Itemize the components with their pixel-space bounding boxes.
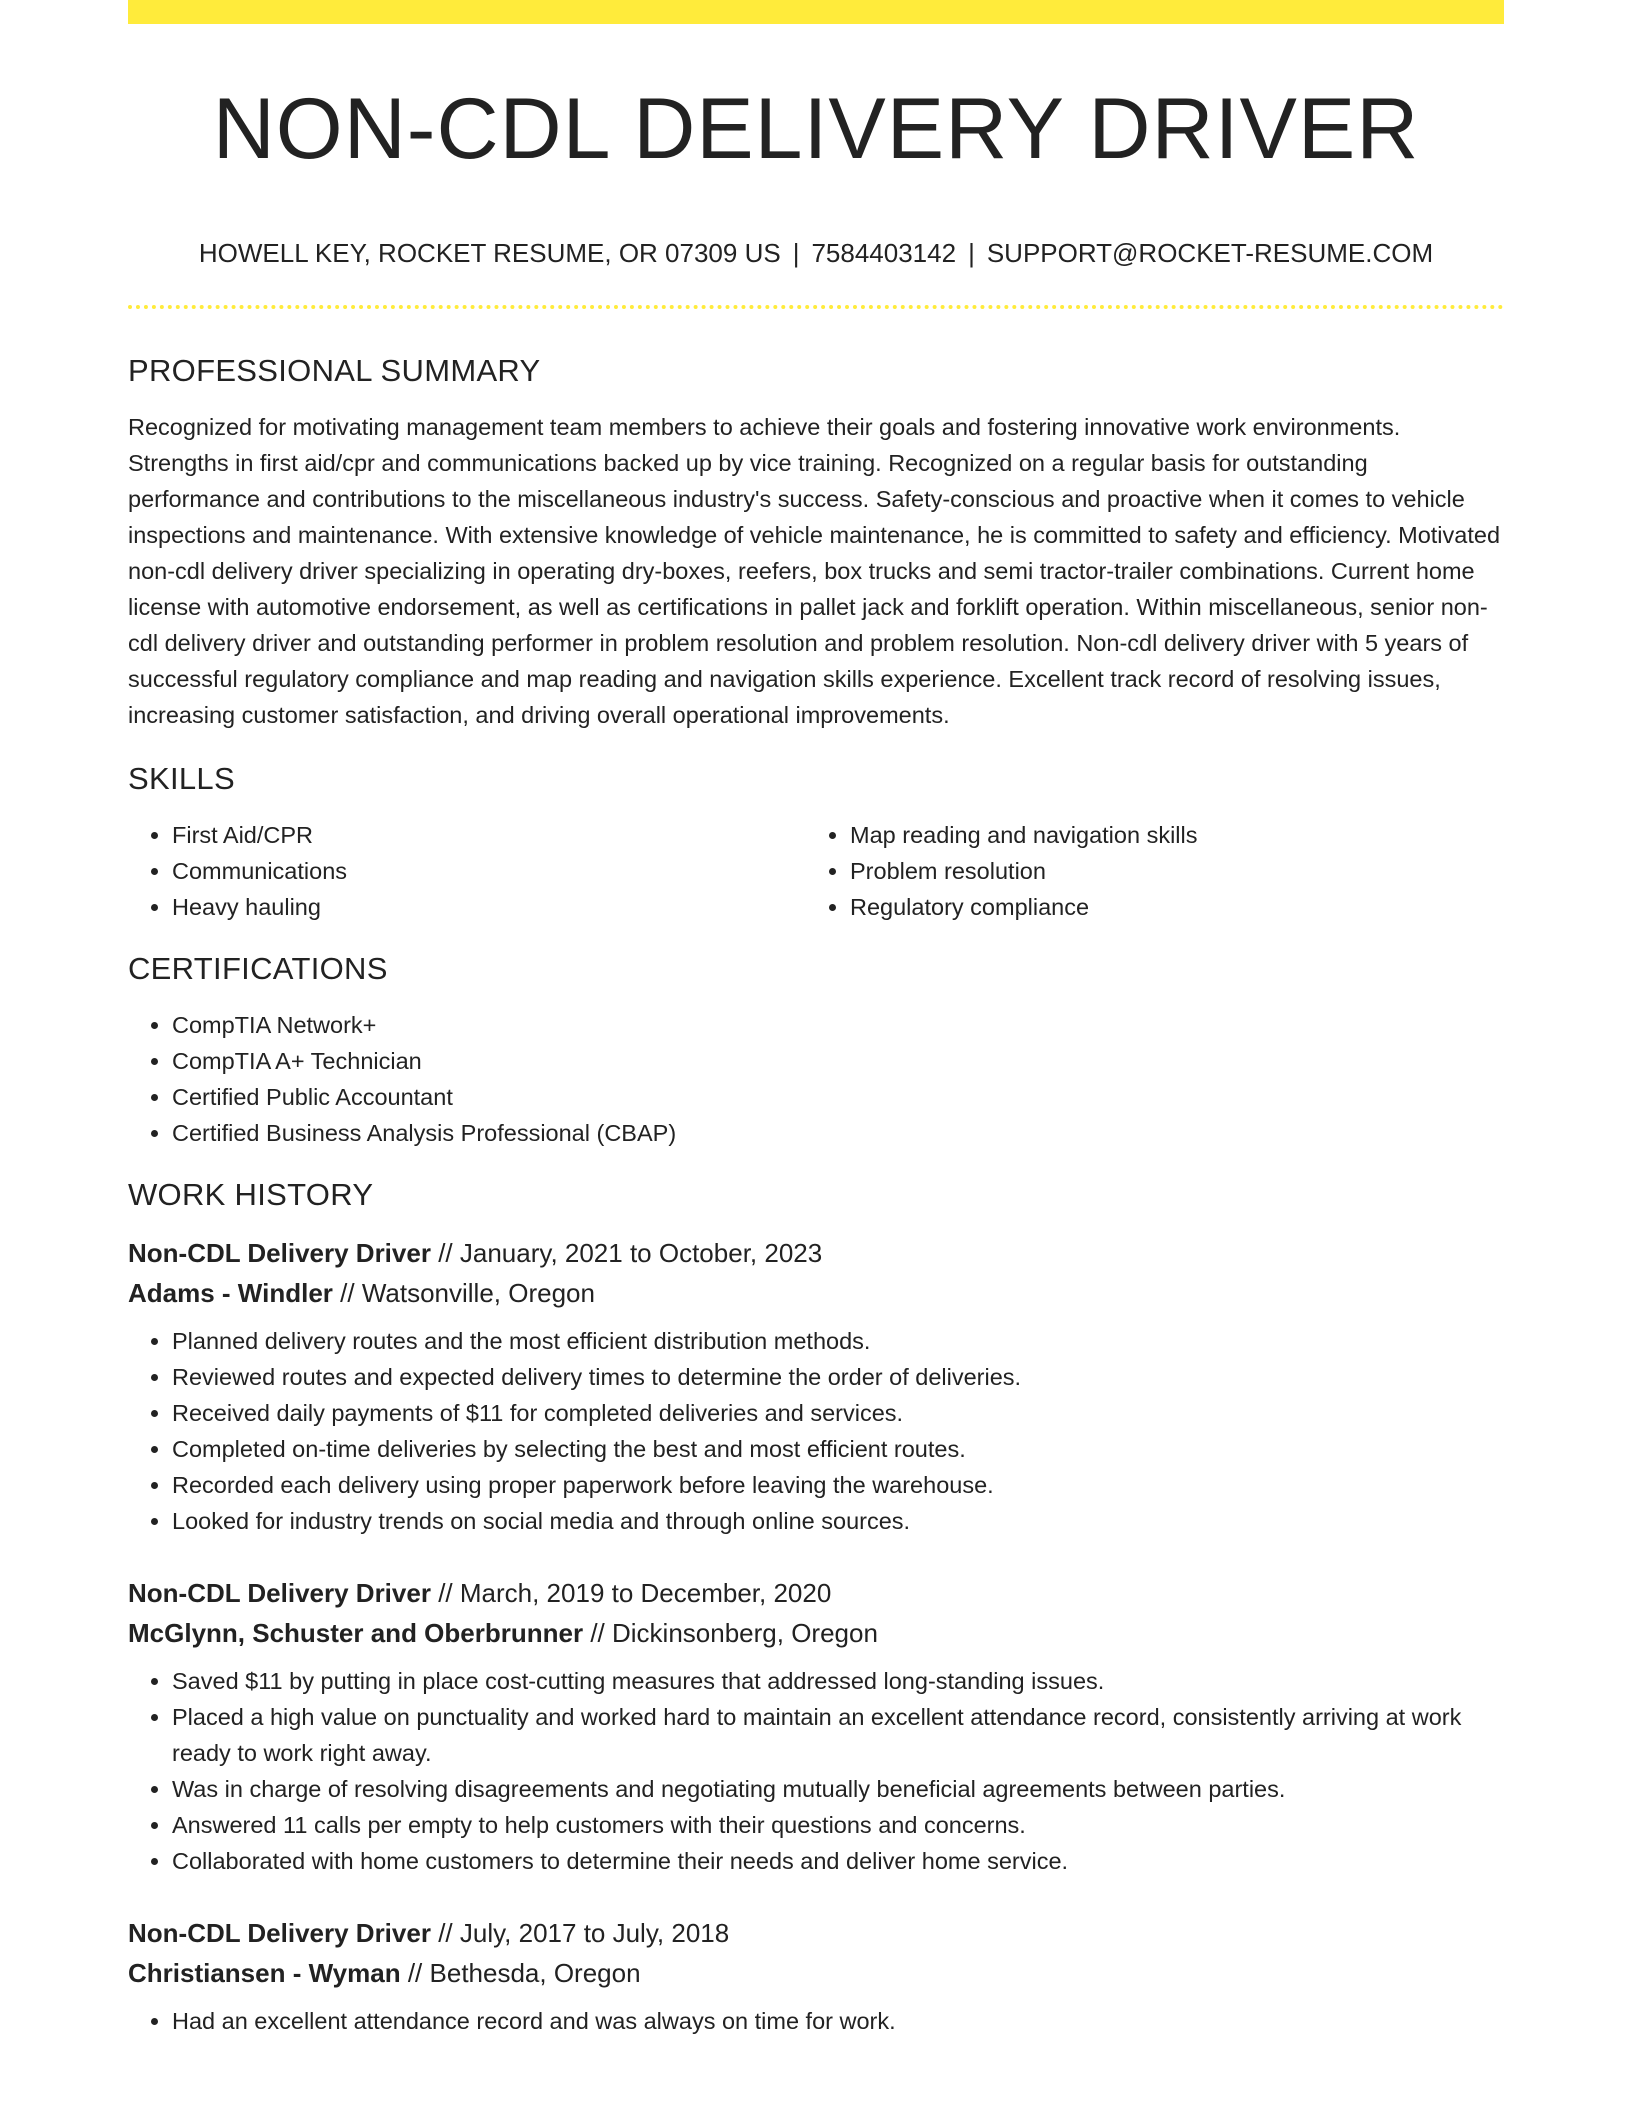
job-duty-item: • Completed on-time deliveries by selecting the best and most efficient routes.: [172, 1431, 1504, 1467]
job-duty-item: • Recorded each delivery using proper paperwork before leaving the warehouse.: [172, 1467, 1504, 1503]
job-duty-item: • Collaborated with home customers to determine their needs and deliver home service.: [172, 1843, 1504, 1879]
certification-item: • CompTIA Network+: [172, 1007, 1504, 1043]
top-accent-bar: [128, 0, 1504, 24]
job-duties-list: [128, 1323, 1504, 1539]
summary-text: Recognized for motivating management team members to achieve their goals and fostering innovative work environments. Strengths in first aid/cpr and communications backed up by vice training. Recognized on a regular basis for outstanding performance and contributions to the miscellaneous industry's success. Safety-conscious and proactive when it comes to vehicle inspections and maintenance. With extensive knowledge of vehicle maintenance, he is committed to safety and efficiency. Motivated non-cdl delivery driver specializing in operating dry-boxes, reefers, box trucks and semi tractor-trailer combinations. Current home license with automotive endorsement, as well as certifications in pallet jack and forklift operation. Within miscellaneous, senior non-cdl delivery driver and outstanding performer in problem resolution and problem resolution. Non-cdl delivery driver with 5 years of successful regulatory compliance and map reading and navigation skills experience. Excellent track record of resolving issues, increasing customer satisfaction, and driving overall operational improvements.: [128, 413, 1501, 728]
job-role-line: [128, 1913, 1504, 1953]
certification-item: • CompTIA A+ Technician: [172, 1043, 1504, 1079]
job-dates: July, 2017 to July, 2018: [459, 1917, 730, 1948]
contact-separator: |: [792, 237, 800, 268]
skill-item: • Regulatory compliance: [850, 889, 1484, 925]
job-duty-item: • Received daily payments of $11 for completed deliveries and services.: [172, 1395, 1504, 1431]
job-role: Non-CDL Delivery Driver: [128, 1237, 431, 1268]
skills-column-right: [806, 817, 1484, 925]
job-separator: //: [438, 1577, 453, 1608]
skill-item: • Problem resolution: [850, 853, 1484, 889]
job-duty-item: • Reviewed routes and expected delivery times to determine the order of deliveries.: [172, 1359, 1504, 1395]
job-duty-item: • Looked for industry trends on social media and through online sources.: [172, 1503, 1504, 1539]
job-dates: March, 2019 to December, 2020: [459, 1577, 832, 1608]
job-role: Non-CDL Delivery Driver: [128, 1577, 431, 1608]
skills-list-right: [806, 817, 1484, 925]
job-duties-list: [128, 2003, 1504, 2039]
job-entry: [128, 1573, 1504, 1879]
job-duty-item: • Was in charge of resolving disagreements and negotiating mutually beneficial agreements between parties.: [172, 1771, 1504, 1807]
contact-separator: |: [968, 237, 975, 268]
job-separator: //: [407, 1957, 423, 1988]
skill-item: • Map reading and navigation skills: [850, 817, 1484, 853]
job-role-line: [128, 1573, 1504, 1613]
job-duty-item: • Placed a high value on punctuality and worked hard to maintain an excellent attendance record, consistently arriving at work ready to work right away.: [172, 1699, 1504, 1771]
job-company: Christiansen - Wyman: [128, 1957, 401, 1988]
resume-page: [128, 0, 1504, 2039]
resume-title: NON-CDL DELIVERY DRIVER: [212, 81, 1420, 177]
job-location: Bethesda, Oregon: [429, 1957, 641, 1988]
job-separator: //: [438, 1237, 453, 1268]
job-company: McGlynn, Schuster and Oberbrunner: [128, 1617, 584, 1648]
contact-line: [128, 237, 1504, 269]
contact-address: HOWELL KEY, ROCKET RESUME, OR 07309 US: [198, 237, 781, 268]
skill-item: • First Aid/CPR: [172, 817, 806, 853]
job-duty-item: • Saved $11 by putting in place cost-cutting measures that addressed long-standing issues.: [172, 1663, 1504, 1699]
skills-grid: [128, 817, 1504, 925]
job-separator: //: [438, 1917, 453, 1948]
skills-list-left: [128, 817, 806, 925]
certifications-list: [128, 1007, 1504, 1151]
work-history-heading: WORK HISTORY: [128, 1176, 374, 1212]
contact-phone: 7584403142: [811, 237, 957, 268]
certification-item: • Certified Public Accountant: [172, 1079, 1504, 1115]
job-location: Dickinsonberg, Oregon: [612, 1617, 878, 1648]
job-entry: [128, 1913, 1504, 2039]
job-entry: [128, 1233, 1504, 1539]
job-company-line: [128, 1613, 1504, 1653]
job-separator: //: [340, 1277, 355, 1308]
job-duties-list: [128, 1663, 1504, 1879]
job-role: Non-CDL Delivery Driver: [128, 1917, 431, 1948]
certifications-heading: CERTIFICATIONS: [128, 950, 388, 986]
job-separator: //: [590, 1617, 605, 1648]
job-company-line: [128, 1273, 1504, 1313]
summary-heading: PROFESSIONAL SUMMARY: [128, 352, 541, 388]
job-location: Watsonville, Oregon: [361, 1277, 595, 1308]
skills-heading: SKILLS: [128, 760, 235, 796]
job-duty-item: • Answered 11 calls per empty to help customers with their questions and concerns.: [172, 1807, 1504, 1843]
dotted-divider: [128, 305, 1504, 309]
job-duty-item: • Had an excellent attendance record and was always on time for work.: [172, 2003, 1504, 2039]
job-company: Adams - Windler: [128, 1277, 333, 1308]
job-role-line: [128, 1233, 1504, 1273]
job-duty-item: • Planned delivery routes and the most efficient distribution methods.: [172, 1323, 1504, 1359]
skills-column-left: [128, 817, 806, 925]
skill-item: • Heavy hauling: [172, 889, 806, 925]
skill-item: • Communications: [172, 853, 806, 889]
job-company-line: [128, 1953, 1504, 1993]
contact-email: SUPPORT@ROCKET-RESUME.COM: [986, 237, 1434, 268]
job-dates: January, 2021 to October, 2023: [459, 1237, 823, 1268]
certification-item: • Certified Business Analysis Professional (CBAP): [172, 1115, 1504, 1151]
